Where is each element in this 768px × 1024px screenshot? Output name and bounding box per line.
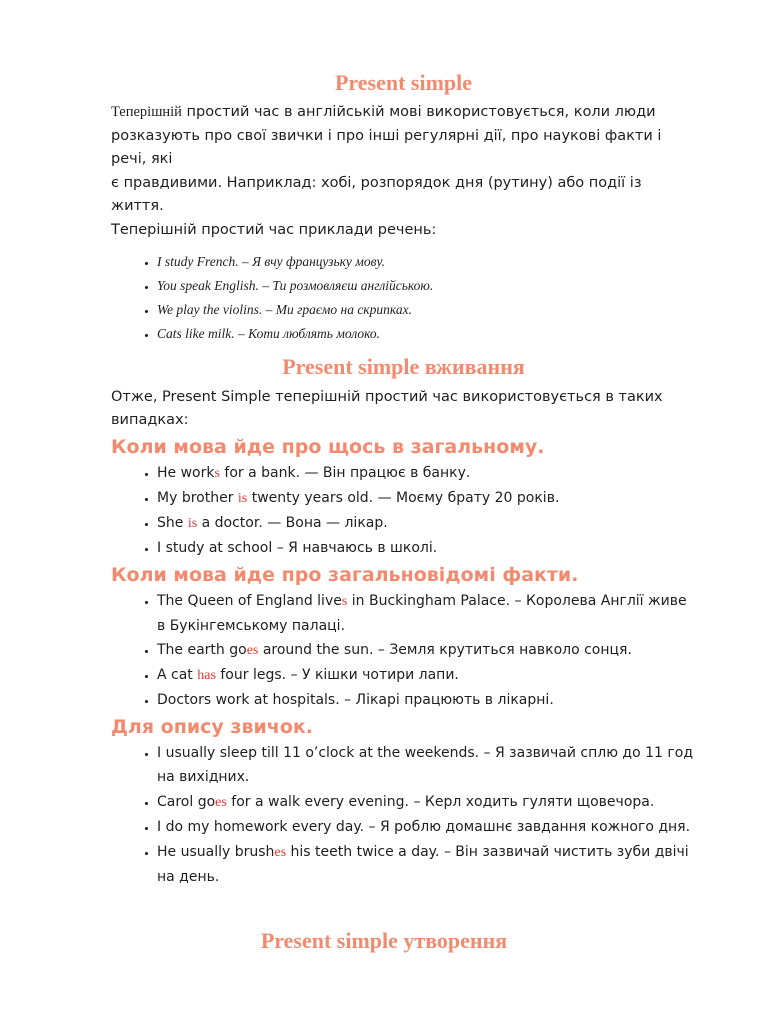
verb-suffix: has [197, 667, 216, 683]
item-text: in Buckingham Palace. – Королева Англії живе в Букінгемському палаці. [157, 592, 687, 634]
item-text: The Queen of England live [157, 592, 342, 609]
list-item [157, 638, 696, 663]
list-item [157, 741, 696, 790]
example-item: • I study French. – Я вчу французьку мову. [157, 250, 696, 274]
list-item [157, 790, 696, 815]
intro-lead-word: Теперішній [111, 104, 182, 121]
item-text: for a bank. — Він працює в банку. [219, 464, 471, 481]
intro-line-1: простий час в англійській мові використовується, коли люди [186, 104, 656, 121]
item-text: his teeth twice a day. – Він зазвичай чистить зуби двічі на день. [157, 843, 689, 885]
intro-line-4: Теперішній простий час приклади речень: [111, 221, 437, 238]
section-heading-dot: . [571, 563, 579, 586]
item-text: The earth go [157, 641, 247, 658]
formation-title: Present simple утворення [260, 928, 508, 953]
example-item: • You speak English. – Ти розмовляєш англійською. [157, 274, 696, 298]
section-heading-dot: . [537, 435, 545, 458]
verb-suffix: es [246, 642, 259, 658]
item-text: He usually brush [157, 843, 275, 860]
example-item: • Cats like milk. – Коти люблять молоко. [157, 322, 696, 346]
page-title: Present simple [334, 70, 473, 95]
intro-paragraph [111, 101, 696, 242]
list-item [157, 688, 696, 713]
verb-suffix: es [274, 844, 287, 860]
item-text: He work [157, 464, 215, 481]
list-item [157, 589, 696, 638]
verb-suffix: is [237, 490, 248, 506]
list-item [157, 536, 696, 561]
item-text: My brother [157, 489, 238, 506]
section-heading-text: Коли мова йде про щось в загальному [111, 435, 538, 458]
section-heading-text: Для опису звичок. [111, 715, 313, 738]
section-heading-facts [111, 561, 696, 589]
list-item [157, 486, 696, 511]
item-text: twenty years old. — Моєму брату 20 років. [247, 489, 560, 506]
item-text: A cat [157, 666, 198, 683]
item-text: around the sun. – Земля крутиться навколо сонця. [258, 641, 632, 658]
usage-title: Present simple вживання [282, 354, 525, 380]
list-item [157, 461, 696, 486]
section-list-habits [111, 741, 696, 889]
usage-intro-line-1: Отже, Present Simple теперішній простий час використовується в таких [111, 388, 663, 405]
section-heading-general [111, 433, 696, 461]
item-text: I do my homework every day. – Я роблю домашнє завдання кожного дня. [157, 818, 691, 835]
section-list-facts [111, 589, 696, 713]
item-text: Doctors work at hospitals. – Лікарі працюють в лікарні. [157, 691, 554, 708]
list-item [157, 815, 696, 840]
list-item [157, 511, 696, 536]
verb-suffix: s [214, 465, 220, 481]
item-text: for a walk every evening. – Керл ходить гуляти щовечора. [226, 793, 655, 810]
verb-suffix: es [215, 794, 227, 810]
examples-list [111, 250, 696, 346]
section-heading-habits [111, 713, 696, 741]
verb-suffix: s [341, 593, 348, 609]
section-heading-text: Коли мова йде про загальновідомі факти [111, 563, 572, 586]
item-text: a doctor. — Вона — лікар. [197, 514, 388, 531]
section-list-general [111, 461, 696, 561]
item-text: Carol go [157, 793, 216, 810]
intro-line-2: розказують про свої звички і про інші регулярні дії, про наукові факти і речі, які [111, 127, 662, 168]
usage-intro [111, 386, 696, 433]
item-text: She [157, 514, 188, 531]
item-text: I study at school – Я навчаюсь в школі. [157, 539, 438, 556]
list-item [157, 840, 696, 889]
usage-intro-line-2: випадках: [111, 412, 189, 429]
item-text: four legs. – У кішки чотири лапи. [215, 666, 459, 683]
list-item [157, 663, 696, 688]
verb-suffix: is [187, 515, 198, 531]
example-item: • We play the violins. – Ми граємо на скрипках. [157, 298, 696, 322]
intro-line-3: є правдивими. Наприклад: хобі, розпорядок дня (рутину) або події із життя. [111, 174, 642, 215]
item-text: I usually sleep till 11 o’clock at the weekends. – Я зазвичай сплю до 11 год на вихідних. [157, 744, 693, 785]
